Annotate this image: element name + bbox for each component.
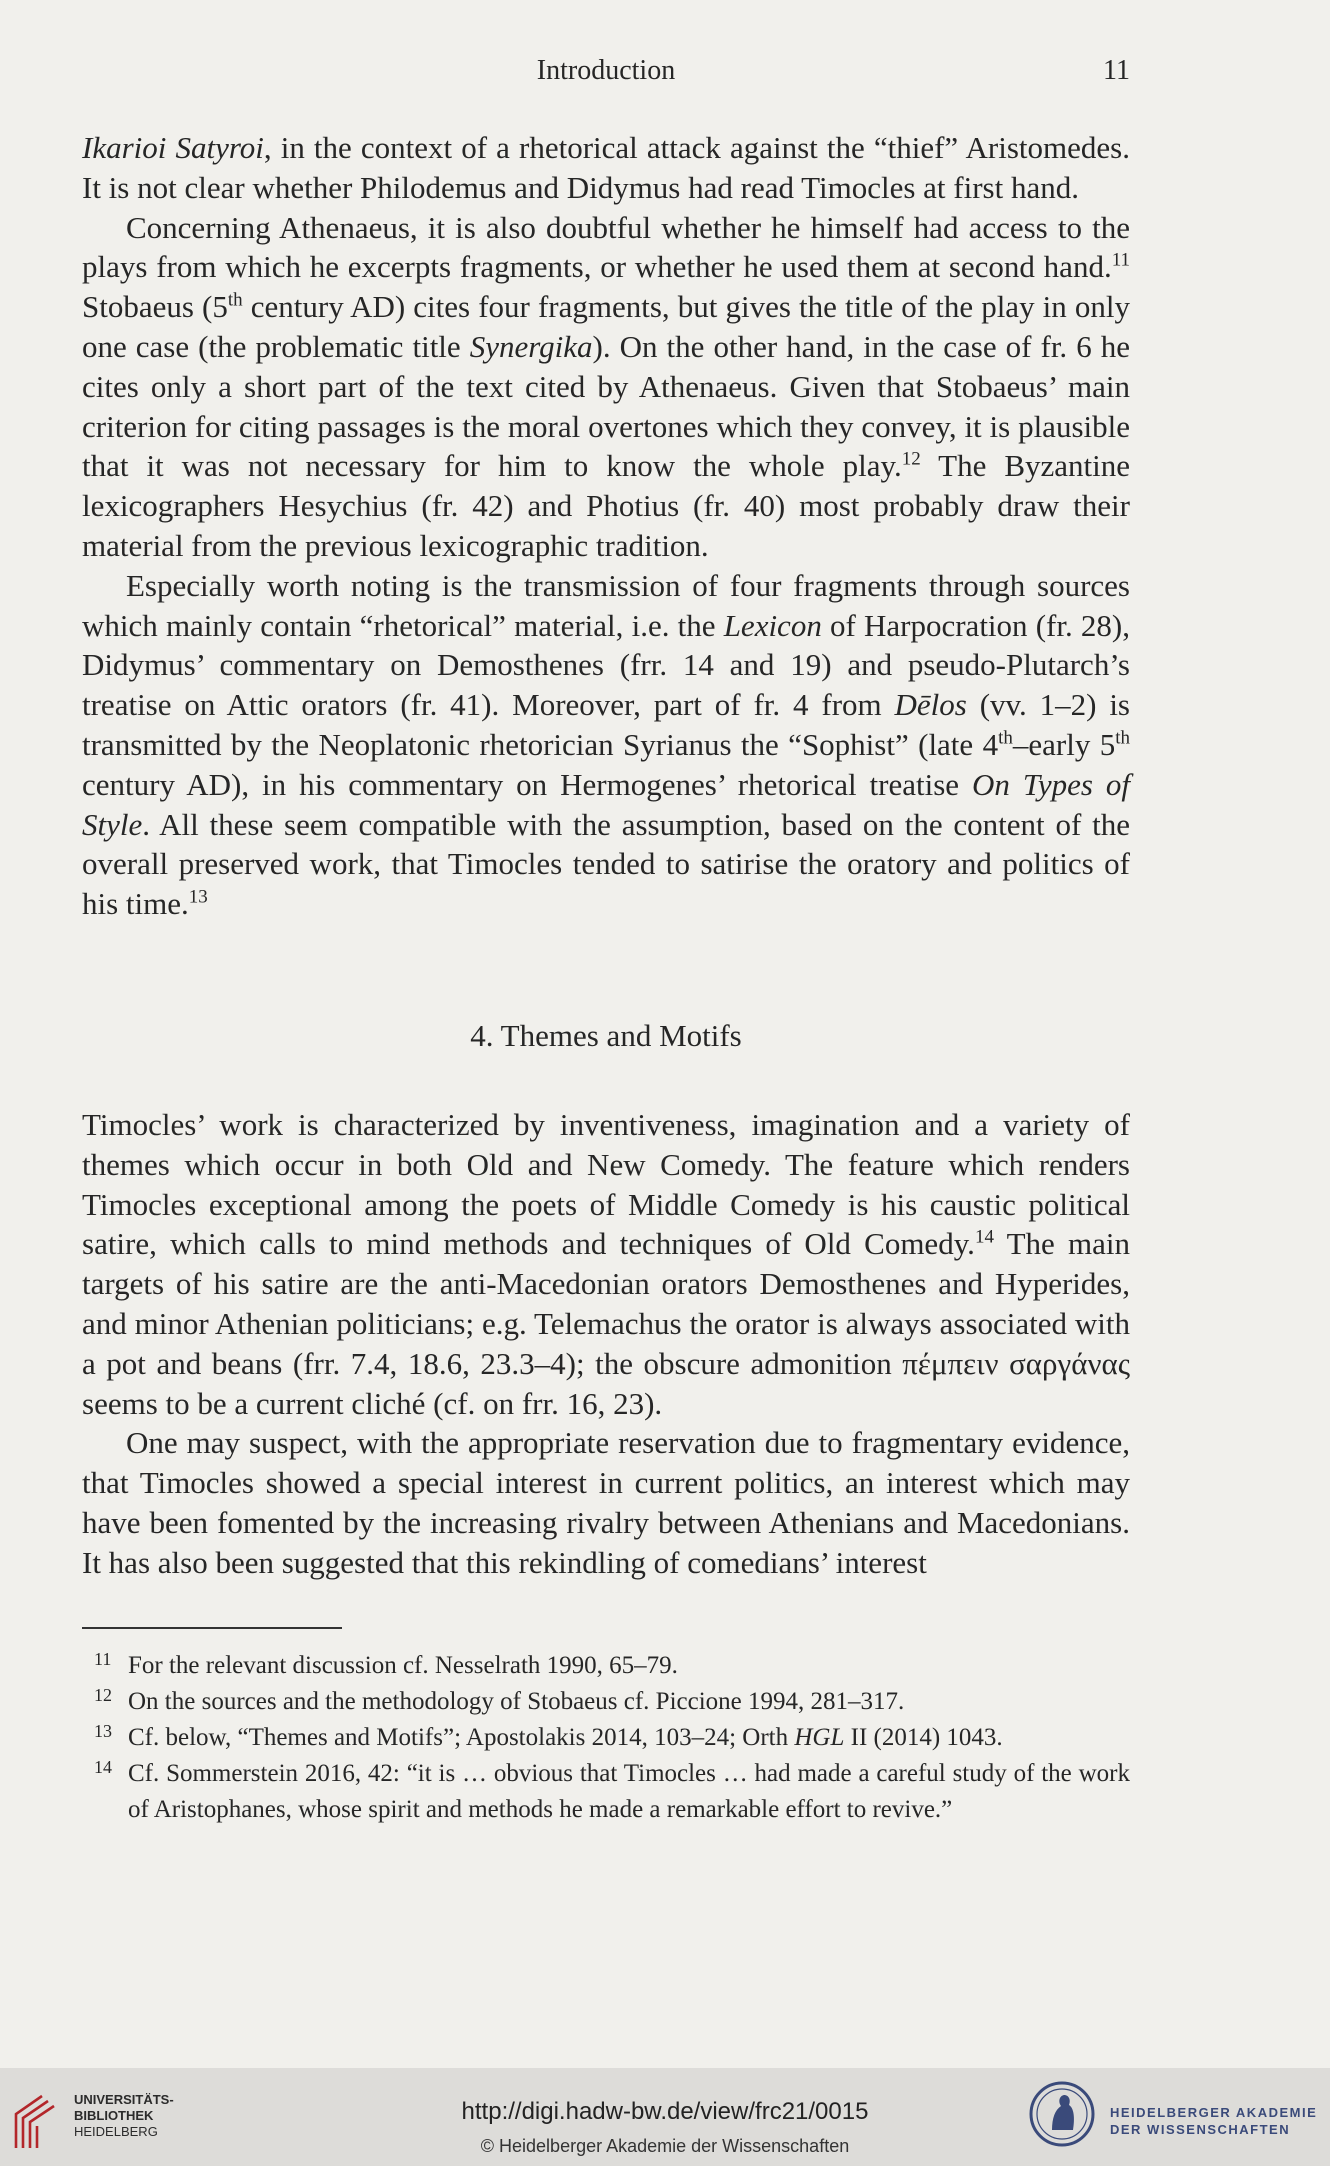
footnote-ref-14[interactable]: 14 (974, 1227, 994, 1249)
academy-seal-icon[interactable] (1028, 2080, 1096, 2148)
footnote-12 (82, 1684, 1130, 1720)
paragraph-5 (82, 1423, 1130, 1582)
footnote-text: For the relevant discussion cf. Nesselrath 1990, 65–79. (128, 1652, 678, 1679)
footnotes (82, 1648, 1130, 1828)
text-run: The main targets of his satire are the anti-Macedonian orators Demosthenes and Hyperides, and minor Athenian politicians; e.g. Telemachus the orator is always associated with a pot and beans (frr. 7.4, 18.6, 23.3–4); the obscure admonition πέμπειν σαργάνας seems to be a current cliché (cf. on frr. 16, 23). (82, 1226, 1130, 1421)
text-run: of Harpocration (fr. 28), Didymus’ commentary on Demosthenes (frr. 14 and 19) and pseudo-Plutarch’s treatise on Attic orators (fr. 41). Moreover, part of fr. 4 from (82, 607, 1130, 723)
text-run: (vv. 1–2) is transmitted by the Neoplatonic rhetorician Syrianus the “Sophist” (late 4 (82, 687, 1130, 762)
ordinal-suffix: th (227, 289, 243, 311)
italic-title: HGL (794, 1724, 845, 1751)
footnote-ref-12[interactable]: 12 (901, 449, 921, 471)
viewer-footer-bar (0, 2068, 1330, 2166)
page-url-link[interactable]: http://digi.hadw-bw.de/view/frc21/0015 (461, 2098, 869, 2125)
text-run: Stobaeus (5 (82, 289, 228, 325)
footnote-mark: 12 (94, 1685, 112, 1705)
ordinal-suffix: th (998, 727, 1013, 749)
running-header (82, 55, 1130, 97)
footnote-text: Cf. below, “Themes and Motifs”; Apostolakis 2014, 103–24; Orth (128, 1724, 795, 1751)
paragraph-4 (82, 1105, 1130, 1423)
text-run: ). On the other hand, in the case of fr. 6 he cites only a short part of the text cited by Athenaeus. Given that Stobaeus’ main criterion for citing passages is the moral overtones which they convey, it is plausible that it was not necessary for him to know the whole play. (82, 328, 1130, 484)
footnote-text: Cf. Sommerstein 2016, 42: “it is … obvious that Timocles … had made a careful study of the work of Aristophanes, whose spirit and methods he made a remarkable effort to revive.” (128, 1760, 1130, 1823)
text-run: Concerning Athenaeus, it is also doubtful whether he himself had access to the plays from which he excerpts fragments, or whether he used them at second hand. (82, 209, 1130, 285)
footnote-ref-11[interactable]: 11 (1111, 250, 1130, 272)
copyright-notice: © Heidelberger Akademie der Wissenschaften (480, 2136, 850, 2156)
paragraph-1 (82, 128, 1130, 208)
italic-title: Ikarioi Satyroi (82, 130, 264, 165)
footnote-ref-13[interactable]: 13 (188, 886, 208, 908)
body-text-top (82, 128, 1130, 924)
section-heading: 4. Themes and Motifs (470, 1018, 742, 1053)
running-title: Introduction (536, 55, 676, 86)
footnote-14 (82, 1756, 1130, 1828)
academy-name-line: DER WISSENSCHAFTEN (1110, 2122, 1291, 2137)
library-name-line: HEIDELBERG (74, 2124, 158, 2139)
footnote-mark: 13 (94, 1721, 112, 1741)
footnote-text: II (2014) 1043. (844, 1724, 1003, 1751)
text-run: , in the context of a rhetorical attack against the “thief” Aristomedes. It is not clear whether Philodemus and Didymus had read Timocles at first hand. (82, 130, 1130, 205)
ordinal-suffix: th (1115, 727, 1130, 749)
text-run: The Byzantine lexicographers Hesychius (fr. 42) and Photius (fr. 40) most probably draw their material from the previous lexicographic tradition. (82, 448, 1130, 563)
text-run: –early 5 (1012, 726, 1116, 762)
library-name-line: UNIVERSITÄTS- (74, 2092, 174, 2107)
page-number: 11 (1103, 55, 1130, 86)
italic-title: Synergika (469, 328, 593, 364)
footnote-text: On the sources and the methodology of Stobaeus cf. Piccione 1994, 281–317. (128, 1688, 905, 1715)
paragraph-3 (82, 566, 1130, 924)
footnote-mark: 11 (94, 1649, 112, 1669)
italic-title: Lexicon (723, 607, 822, 643)
text-run: century AD) cites four fragments, but gives the title of the play in only one case (the problematic title (82, 289, 1130, 364)
italic-title: Dēlos (894, 687, 967, 723)
text-run: Especially worth noting is the transmission of four fragments through sources which mainly contain “rhetorical” material, i.e. the (82, 567, 1130, 643)
text-run: One may suspect, with the appropriate reservation due to fragmentary evidence, that Timocles showed a special interest in current politics, an interest which may have been fomented by the increasing rivalry between Athenians and Macedonians. It has also been suggested that this rekindling of comedians’ interest (82, 1425, 1130, 1580)
paragraph-2 (82, 208, 1130, 566)
text-run: . All these seem compatible with the assumption, based on the content of the overall preserved work, that Timocles tended to satirise the oratory and politics of his time. (82, 806, 1130, 922)
academy-name-line: HEIDELBERGER AKADEMIE (1110, 2105, 1318, 2120)
footnote-13 (82, 1720, 1130, 1756)
footnote-mark: 14 (94, 1757, 112, 1777)
text-run: century AD), in his commentary on Hermogenes’ rhetorical treatise (82, 766, 973, 802)
footnote-divider (82, 1627, 342, 1629)
academy-name (1110, 2104, 1317, 2138)
footnote-11 (82, 1648, 1130, 1684)
library-name-line: BIBLIOTHEK (74, 2108, 154, 2123)
text-run: Timocles’ work is characterized by inventiveness, imagination and a variety of themes which occur in both Old and New Comedy. The feature which renders Timocles exceptional among the poets of Middle Comedy is his caustic political satire, which calls to mind methods and techniques of Old Comedy. (82, 1107, 1130, 1262)
body-text-bottom (82, 1105, 1130, 1583)
italic-title: On Types of Style (82, 766, 1130, 842)
